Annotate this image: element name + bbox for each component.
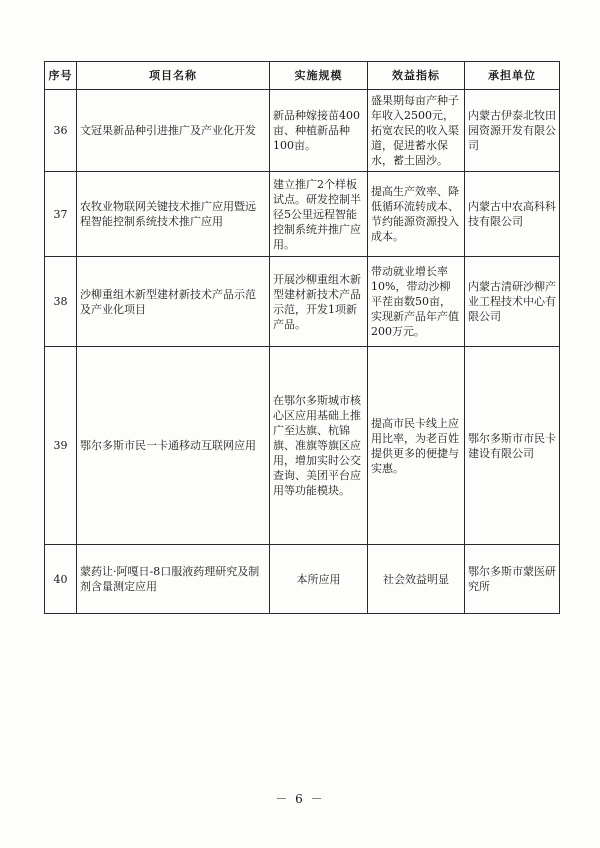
- row-number: 39: [45, 347, 77, 545]
- header-scale: 实施规模: [270, 62, 368, 90]
- table-row: [45, 545, 560, 614]
- project-name: 沙柳重组木新型建材新技术产品示范及产业化项目: [77, 257, 270, 347]
- project-scale: 本所应用: [270, 545, 368, 614]
- project-benefit: 提高生产效率、降低循环流转成本、节约能源资源投入成本。: [368, 172, 465, 257]
- project-table: [44, 61, 560, 614]
- table-row: [45, 257, 560, 347]
- project-benefit: 社会效益明显: [368, 545, 465, 614]
- header-index: 序号: [45, 62, 77, 90]
- header-benefit: 效益指标: [368, 62, 465, 90]
- page-number: － 6 －: [275, 792, 325, 806]
- project-unit: 鄂尔多斯市市民卡建设有限公司: [465, 347, 560, 545]
- row-number: 38: [45, 257, 77, 347]
- project-name: 鄂尔多斯市民一卡通移动互联网应用: [77, 347, 270, 545]
- project-name: 农牧业物联网关键技术推广应用暨远程智能控制系统技术推广应用: [77, 172, 270, 257]
- row-number: 40: [45, 545, 77, 614]
- row-number: 37: [45, 172, 77, 257]
- project-unit: 内蒙古清研沙柳产业工程技术中心有限公司: [465, 257, 560, 347]
- table-row: [45, 90, 560, 172]
- project-scale: 开展沙柳重组木新型建材新技术产品示范，开发1项新产品。: [270, 257, 368, 347]
- project-unit: 内蒙古伊泰北牧田园资源开发有限公司: [465, 90, 560, 172]
- project-benefit: 盛果期每亩产种子年收入2500元，拓宽农民的收入渠道，促进蓄水保水，蓄土固沙。: [368, 90, 465, 172]
- project-scale: 建立推广2个样板试点。研发控制半径5公里远程智能控制系统并推广应用。: [270, 172, 368, 257]
- project-benefit: 提高市民卡线上应用比率，为老百姓提供更多的便捷与实惠。: [368, 347, 465, 545]
- project-benefit: 带动就业增长率10%，带动沙柳平茬亩数50亩，实现新产品年产值200万元。: [368, 257, 465, 347]
- project-unit: 内蒙古中农高科科技有限公司: [465, 172, 560, 257]
- header-project-name: 项目名称: [77, 62, 270, 90]
- header-unit: 承担单位: [465, 62, 560, 90]
- project-scale: 在鄂尔多斯城市核心区应用基础上推广至达旗、杭锦旗、准旗等旗区应用，增加实时公交查询、美团平台应用等功能模块。: [270, 347, 368, 545]
- project-name: 文冠果新品种引进推广及产业化开发: [77, 90, 270, 172]
- project-name: 蒙药让·阿嘎日-8口服液药理研究及制剂含量测定应用: [77, 545, 270, 614]
- project-unit: 鄂尔多斯市蒙医研究所: [465, 545, 560, 614]
- project-scale: 新品种嫁接苗400亩、种植新品种100亩。: [270, 90, 368, 172]
- row-number: 36: [45, 90, 77, 172]
- table-row: [45, 172, 560, 257]
- table-header-row: [45, 62, 560, 90]
- table-row: [45, 347, 560, 545]
